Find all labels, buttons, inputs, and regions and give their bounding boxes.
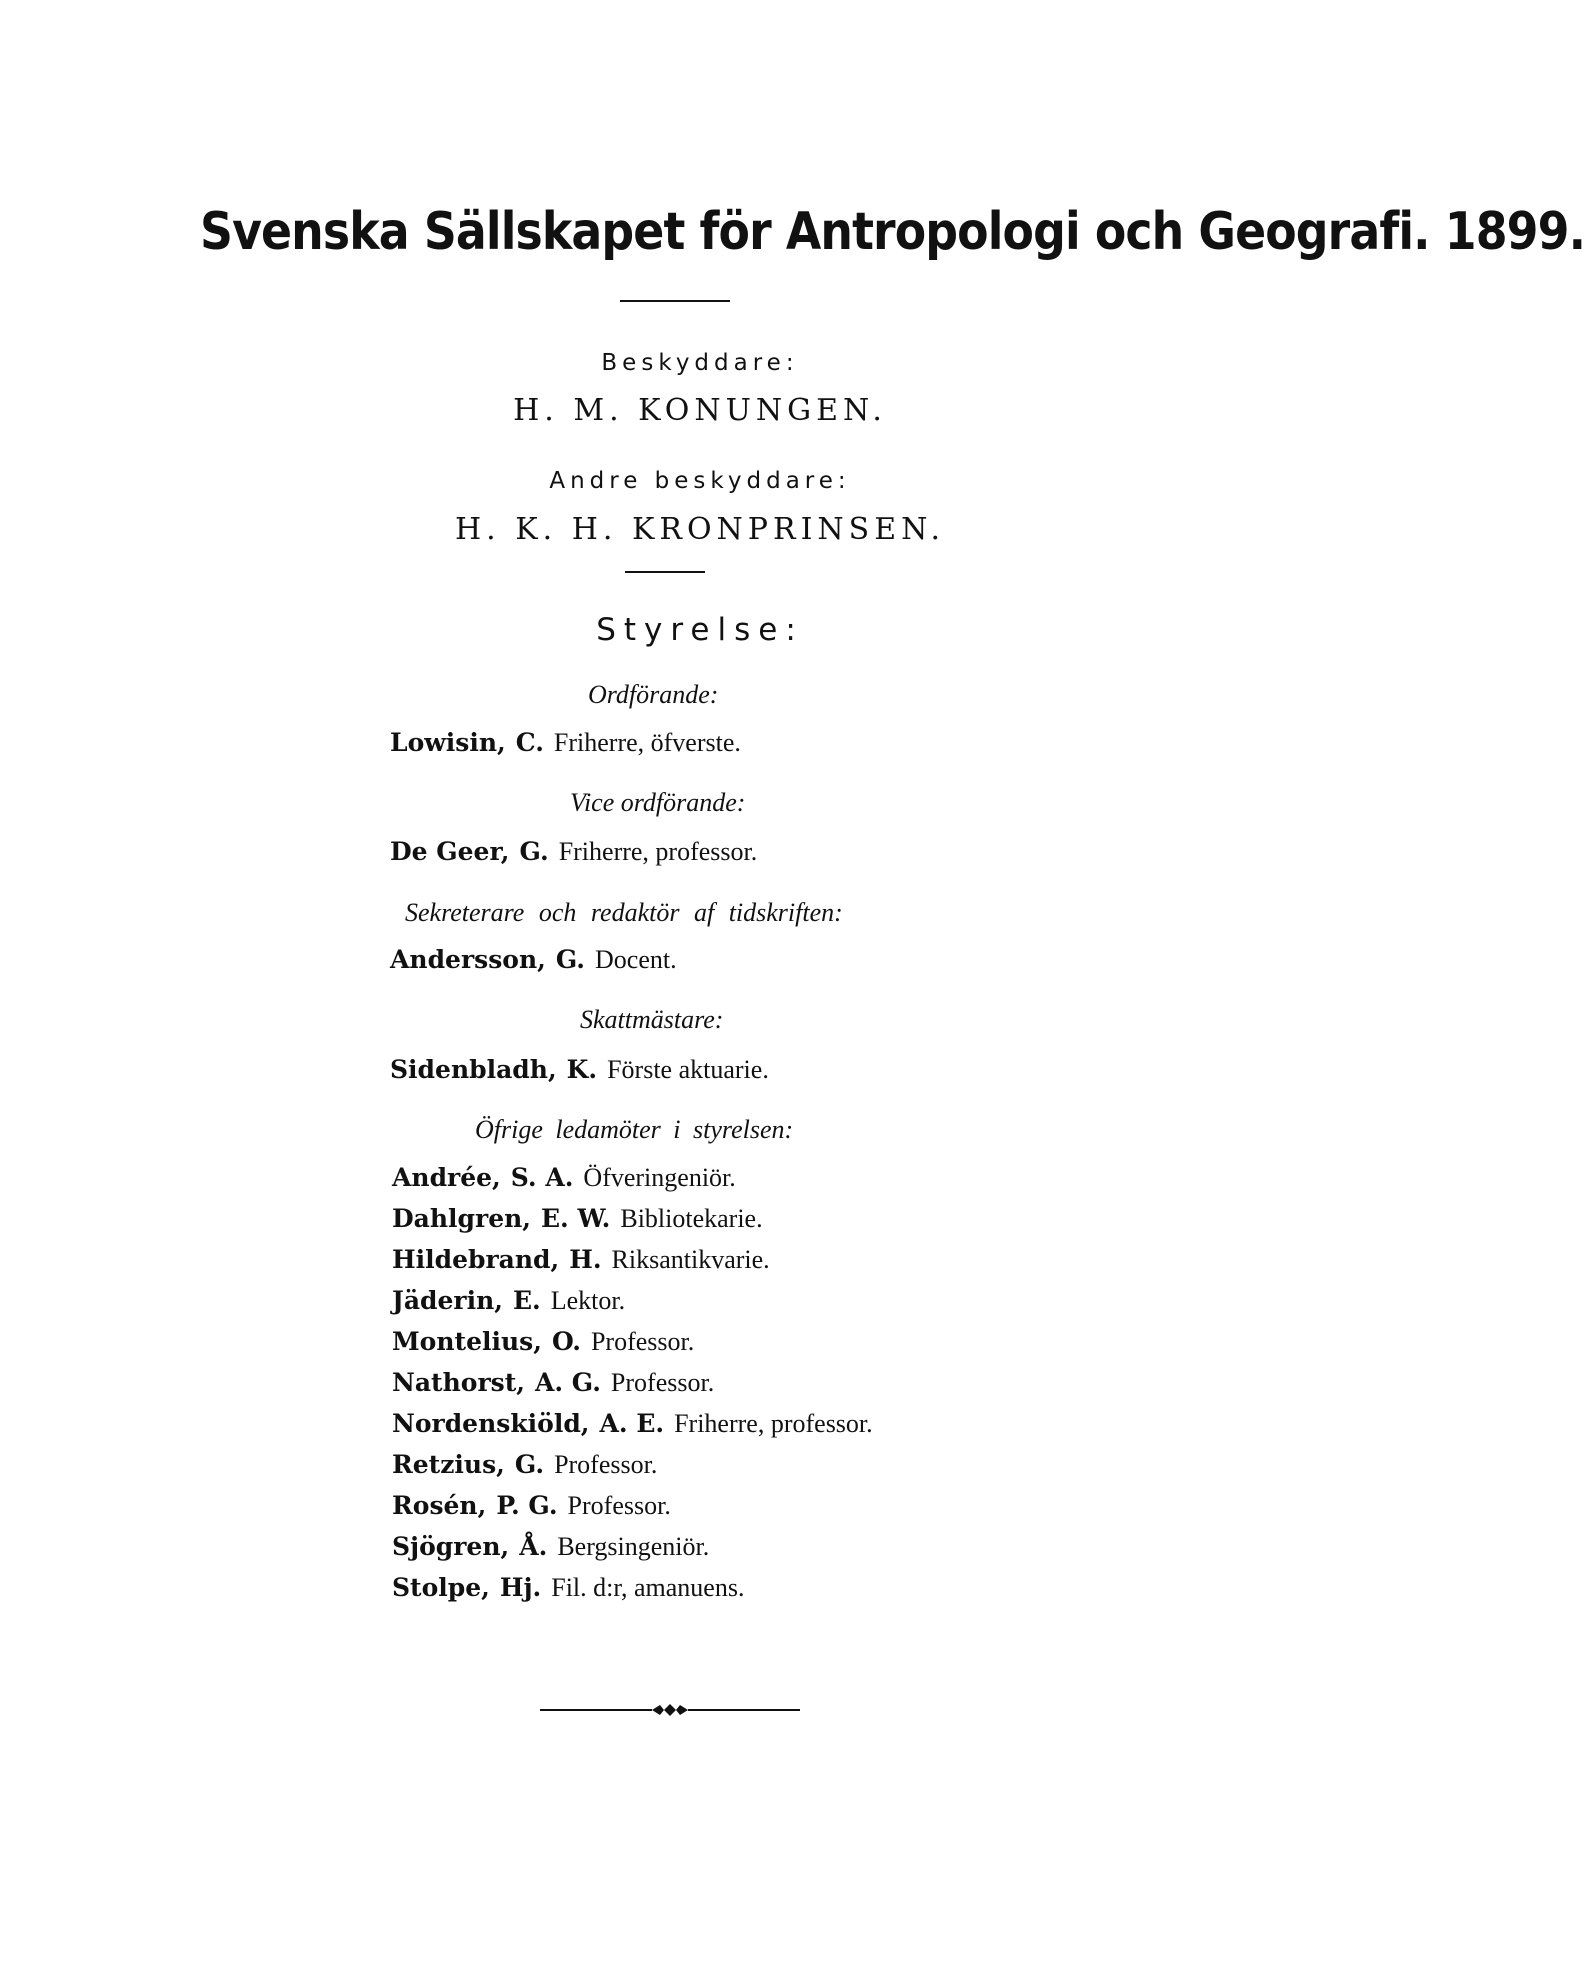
member-initials: P. G. [496, 1491, 558, 1520]
member-name: Retzius, [392, 1450, 505, 1479]
member-initials: C. [515, 728, 544, 757]
patron-label: Beskyddare: [601, 350, 799, 376]
member-entry [392, 1532, 709, 1562]
ornament-divider-icon [540, 1700, 800, 1720]
member-entry [392, 1573, 744, 1603]
member-name: Hildebrand, [392, 1245, 560, 1274]
member-entry [392, 1163, 736, 1193]
member-name: Sjögren, [392, 1532, 510, 1561]
member-entry [392, 1491, 671, 1521]
divider-rule [625, 571, 705, 573]
member-initials: A. E. [599, 1409, 665, 1438]
member-name: Andersson, [390, 945, 546, 974]
officer-entry [390, 728, 741, 758]
member-description: Docent. [595, 945, 677, 974]
member-name: Lowisin, [390, 728, 506, 757]
others-role: Öfrige ledamöter i styrelsen: [475, 1115, 794, 1144]
other-patron-label: Andre beskyddare: [549, 468, 851, 494]
member-entry [392, 1409, 873, 1439]
divider-rule [620, 300, 730, 302]
officer-role: Ordförande: [588, 680, 719, 709]
member-name: De Geer, [390, 837, 510, 866]
member-initials: S. A. [510, 1163, 574, 1192]
member-entry [392, 1204, 763, 1234]
member-name: Nathorst, [392, 1368, 525, 1397]
officer-role: Vice ordförande: [570, 788, 746, 817]
member-description: Professor. [610, 1368, 715, 1397]
page-title: Svenska Sällskapet för Antropologi och Geografi. 1899. [200, 202, 1585, 262]
member-initials: H. [569, 1245, 602, 1274]
member-name: Dahlgren, [392, 1204, 531, 1233]
member-initials: Å. [519, 1532, 548, 1561]
officer-role: Skattmästare: [580, 1005, 724, 1034]
member-initials: G. [514, 1450, 545, 1479]
member-name: Rosén, [392, 1491, 487, 1520]
member-description: Professor. [554, 1450, 658, 1479]
member-description: Lektor. [550, 1286, 626, 1315]
member-initials: G. [555, 945, 586, 974]
member-initials: G. [519, 837, 549, 866]
member-name: Sidenbladh, [390, 1055, 557, 1084]
member-name: Montelius, [392, 1327, 542, 1356]
member-description: Förste aktuarie. [607, 1055, 769, 1084]
officer-entry [390, 837, 757, 867]
member-initials: A. G. [534, 1368, 601, 1397]
member-description: Fil. d:r, amanuens. [551, 1573, 745, 1602]
member-entry [392, 1368, 714, 1398]
member-initials: E. [512, 1286, 541, 1315]
member-entry [392, 1286, 625, 1316]
member-name: Stolpe, [392, 1573, 490, 1602]
board-heading: Styrelse: [596, 612, 804, 648]
member-initials: E. W. [541, 1204, 611, 1233]
member-description: Professor. [567, 1491, 671, 1520]
officer-entry [390, 945, 677, 975]
member-description: Bibliotekarie. [620, 1204, 763, 1233]
member-description: Bergsingeniör. [557, 1532, 710, 1561]
member-initials: K. [566, 1055, 598, 1084]
member-name: Andrée, [392, 1163, 501, 1192]
member-name: Jäderin, [392, 1286, 503, 1315]
member-initials: Hj. [499, 1573, 542, 1602]
member-entry [392, 1245, 770, 1275]
member-description: Riksantikvarie. [611, 1245, 770, 1274]
member-name: Nordenskiöld, [392, 1409, 590, 1438]
member-entry [392, 1327, 694, 1357]
member-description: Friherre, öfverste. [553, 728, 741, 757]
member-initials: O. [551, 1327, 581, 1356]
member-description: Friherre, professor. [558, 837, 758, 866]
officer-entry [390, 1055, 769, 1085]
patron-name: H. M. KONUNGEN. [513, 393, 887, 428]
officer-role: Sekreterare och redaktör af tidskriften: [405, 898, 843, 927]
member-entry [392, 1450, 657, 1480]
member-description: Öfveringeniör. [583, 1163, 736, 1192]
member-description: Professor. [590, 1327, 695, 1356]
member-description: Friherre, professor. [674, 1409, 873, 1438]
other-patron-name: H. K. H. KRONPRINSEN. [455, 512, 945, 547]
